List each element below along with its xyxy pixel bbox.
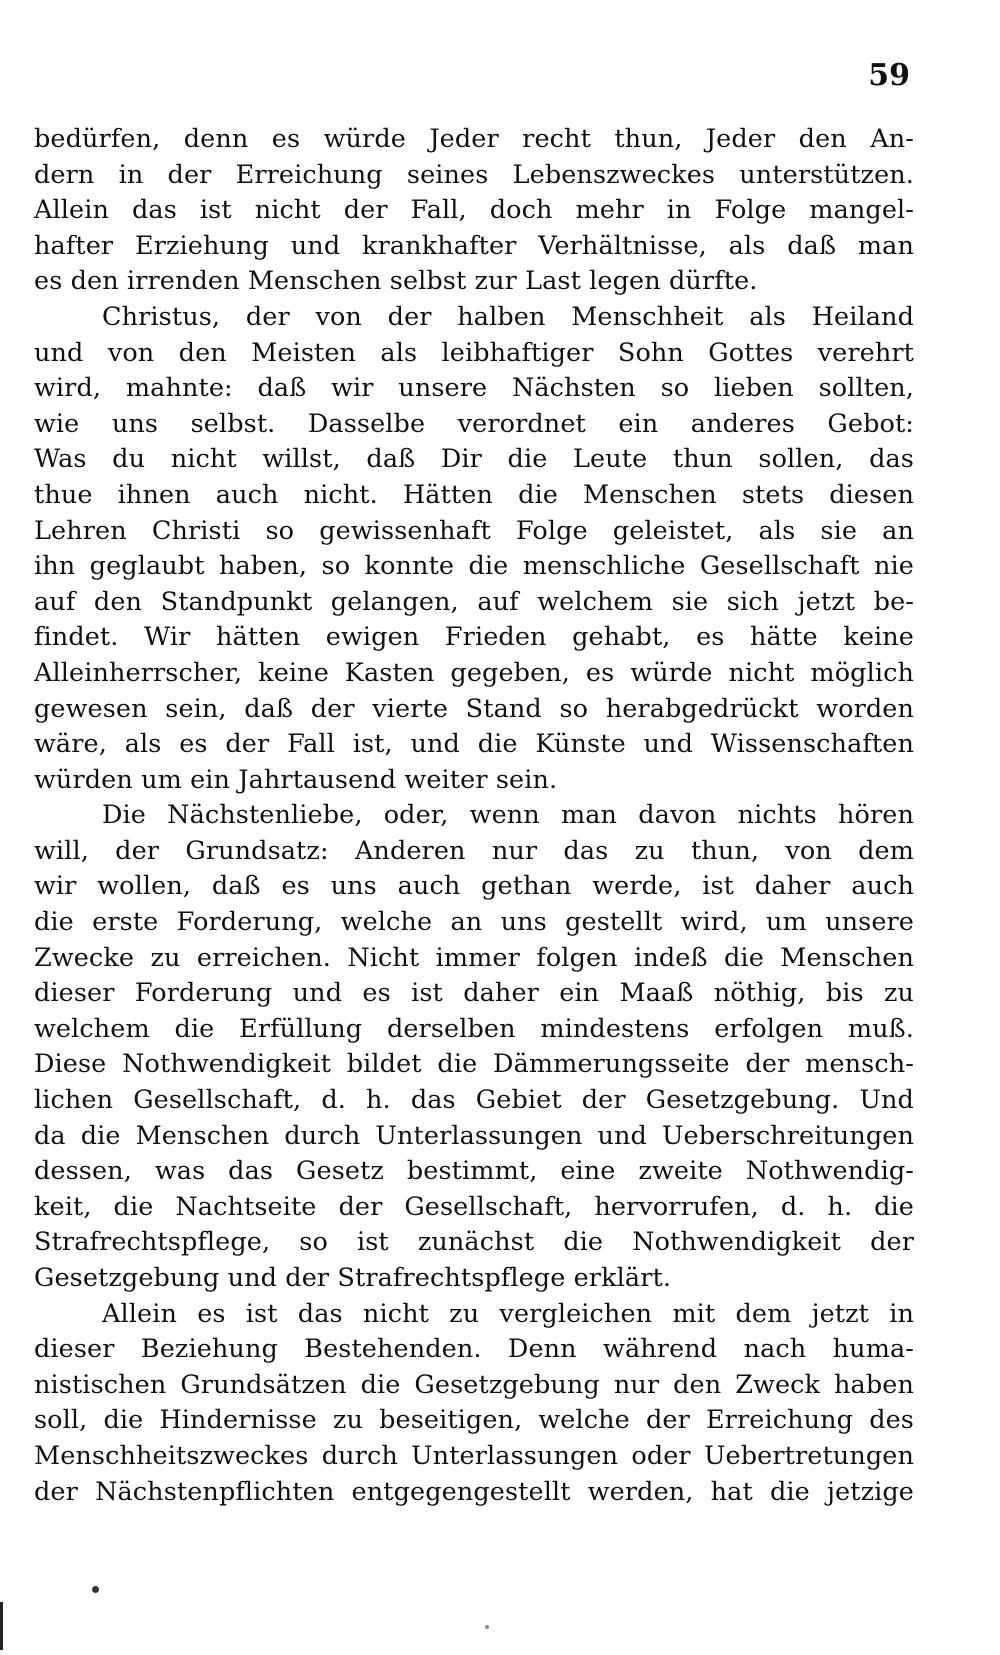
text-line: Was du nicht willst, daß Dir die Leute thun sollen, das: [34, 444, 914, 475]
text-line: wäre, als es der Fall ist, und die Künste und Wissenschaften: [34, 729, 914, 760]
text-line: und von den Meisten als leibhaftiger Sohn Gottes verehrt: [34, 337, 914, 368]
text-line: Allein das ist nicht der Fall, doch mehr in Folge mangel-: [34, 195, 914, 226]
text-line: keit, die Nachtseite der Gesellschaft, hervorrufen, d. h. die: [34, 1191, 914, 1222]
ink-speck: [485, 1625, 489, 1629]
text-line: welchem die Erfüllung derselben mindestens erfolgen muß.: [34, 1013, 914, 1044]
text-line: Gesetzgebung und der Strafrechtspflege erklärt.: [34, 1263, 672, 1293]
text-line: Menschheitszweckes durch Unterlassungen oder Uebertretungen: [34, 1440, 914, 1471]
text-line: Strafrechtspflege, so ist zunächst die Nothwendigkeit der: [34, 1227, 914, 1258]
text-line: ihn geglaubt haben, so konnte die menschliche Gesellschaft nie: [34, 551, 914, 582]
text-line: Zwecke zu erreichen. Nicht immer folgen indeß die Menschen: [34, 942, 914, 973]
page-number: 59: [868, 58, 910, 93]
text-line: wird, mahnte: daß wir unsere Nächsten so lieben sollten,: [34, 373, 914, 404]
text-line: die erste Forderung, welche an uns gestellt wird, um unsere: [34, 907, 914, 938]
text-line: auf den Standpunkt gelangen, auf welchem sie sich jetzt be-: [34, 586, 914, 617]
text-line: der Nächstenpflichten entgegengestellt werden, hat die jetzige: [34, 1476, 914, 1507]
text-line: Die Nächstenliebe, oder, wenn man davon nichts hören: [102, 800, 914, 831]
text-line: bedürfen, denn es würde Jeder recht thun, Jeder den An-: [34, 124, 914, 154]
text-line: findet. Wir hätten ewigen Frieden gehabt, es hätte keine: [34, 622, 914, 653]
text-line: Allein es ist das nicht zu vergleichen mit dem jetzt in: [102, 1298, 914, 1329]
ink-speck: [92, 1586, 99, 1593]
text-line: Christus, der von der halben Menschheit als Heiland: [102, 301, 914, 332]
text-line: wie uns selbst. Dasselbe verordnet ein anderes Gebot:: [34, 408, 914, 439]
text-line: thue ihnen auch nicht. Hätten die Menschen stets diesen: [34, 479, 914, 510]
text-line: will, der Grundsatz: Anderen nur das zu thun, von dem: [34, 835, 914, 866]
text-line: hafter Erziehung und krankhafter Verhältnisse, als daß man: [34, 230, 914, 261]
margin-edge-mark: [0, 1602, 3, 1650]
body-text: [34, 122, 914, 1510]
text-line: da die Menschen durch Unterlassungen und Ueberschreitungen: [34, 1120, 914, 1151]
text-line: würden um ein Jahrtausend weiter sein.: [34, 764, 558, 795]
text-line: soll, die Hindernisse zu beseitigen, welche der Erreichung des: [34, 1405, 914, 1436]
text-line: dieser Beziehung Bestehenden. Denn während nach huma-: [34, 1334, 914, 1365]
text-line: Lehren Christi so gewissenhaft Folge geleistet, als sie an: [34, 515, 914, 546]
text-line: gewesen sein, daß der vierte Stand so herabgedrückt worden: [34, 693, 914, 724]
text-line: wir wollen, daß es uns auch gethan werde, ist daher auch: [34, 871, 914, 902]
text-line: Diese Nothwendigkeit bildet die Dämmerungsseite der mensch-: [34, 1049, 914, 1080]
text-line: dern in der Erreichung seines Lebenszweckes unterstützen.: [34, 159, 914, 190]
text-line: es den irrenden Menschen selbst zur Last legen dürfte.: [34, 266, 758, 297]
text-line: Alleinherrscher, keine Kasten gegeben, es würde nicht möglich: [34, 657, 914, 688]
text-line: lichen Gesellschaft, d. h. das Gebiet der Gesetzgebung. Und: [34, 1085, 914, 1116]
text-line: dieser Forderung und es ist daher ein Maaß nöthig, bis zu: [34, 978, 914, 1009]
text-line: dessen, was das Gesetz bestimmt, eine zweite Nothwendig-: [34, 1156, 914, 1187]
text-line: nistischen Grundsätzen die Gesetzgebung nur den Zweck haben: [34, 1369, 914, 1400]
